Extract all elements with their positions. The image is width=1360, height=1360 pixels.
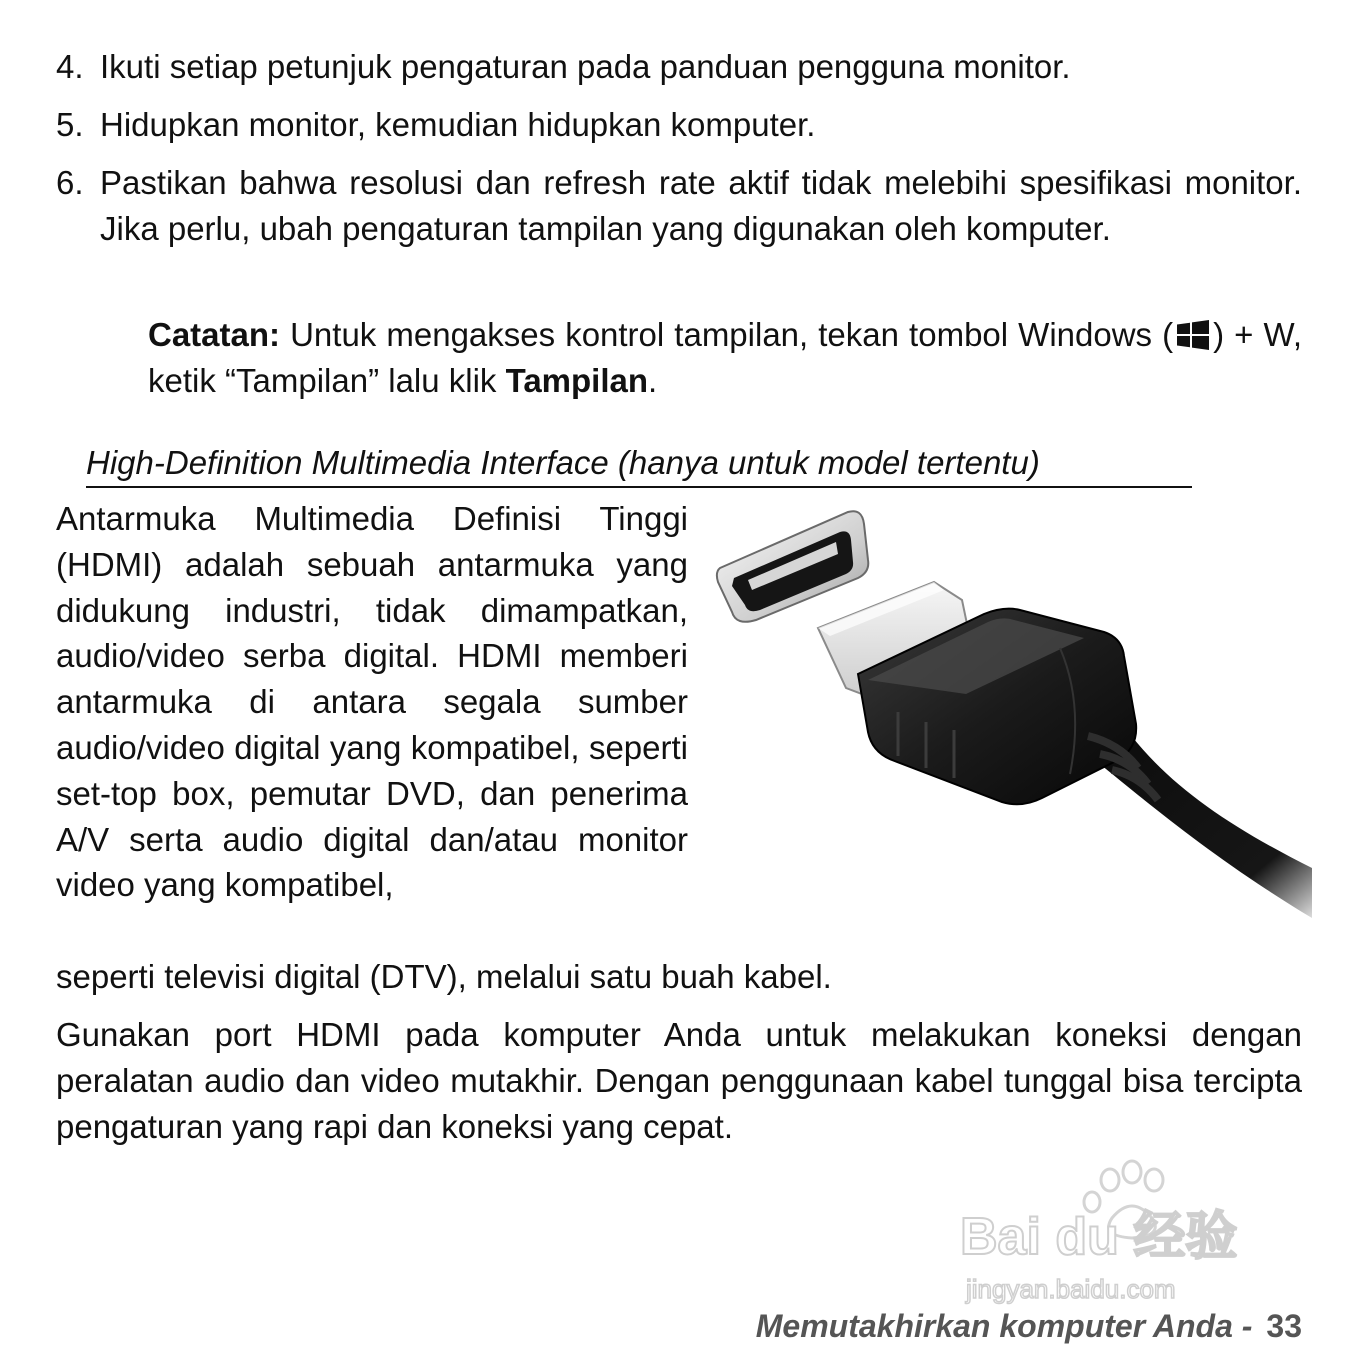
step-item	[56, 160, 1302, 252]
watermark-url: jingyan.baidu.com	[966, 1274, 1176, 1304]
note-end: .	[648, 362, 658, 399]
step-text: Hidupkan monitor, kemudian hidupkan komputer.	[100, 106, 816, 143]
note-block	[148, 312, 1302, 404]
windows-logo-icon	[1176, 320, 1210, 350]
hdmi-usage-paragraph: Gunakan port HDMI pada komputer Anda untuk melakukan koneksi dengan peralatan audio dan video mutakhir. Dengan penggunaan kabel tunggal bisa tercipta pengaturan yang rapi dan koneksi yang cepat.	[56, 1016, 1302, 1145]
hdmi-cable-illustration	[712, 498, 1312, 918]
step-number: 5.	[56, 106, 84, 143]
step-item	[56, 102, 1302, 148]
page-number: 33	[1266, 1308, 1302, 1344]
watermark-brand: Bai du 经验	[960, 1208, 1238, 1266]
hdmi-description: Antarmuka Multimedia Definisi Tinggi (HDMI) adalah sebuah antarmuka yang didukung industri, tidak dimampatkan, audio/video serba digital. HDMI memberi antarmuka di antara segala sumber audio/video digital yang kompatibel, seperti set-top box, pemutar DVD, dan penerima A/V serta audio digital dan/atau monitor video yang kompatibel,	[56, 500, 688, 904]
note-text-a: Untuk mengakses kontrol tampilan, tekan tombol Windows (	[280, 316, 1174, 353]
section-heading: High-Definition Multimedia Interface (hanya untuk model tertentu)	[86, 440, 1192, 488]
step-number: 4.	[56, 48, 84, 85]
baidu-watermark-logo	[960, 1158, 1280, 1308]
step-number: 6.	[56, 164, 84, 201]
page-footer	[756, 1306, 1302, 1346]
note-label: Catatan:	[148, 316, 281, 353]
note-bold-word: Tampilan	[505, 362, 649, 399]
step-text: Pastikan bahwa resolusi dan refresh rate aktif tidak melebihi spesifikasi monitor. Jika perlu, ubah pengaturan tampilan yang digunakan oleh komputer.	[100, 164, 1302, 247]
hdmi-description-end: seperti televisi digital (DTV), melalui satu buah kabel.	[56, 958, 832, 995]
step-text: Ikuti setiap petunjuk pengaturan pada panduan pengguna monitor.	[100, 48, 1071, 85]
step-item	[56, 44, 1302, 90]
instruction-steps	[56, 44, 1302, 264]
note-text-b: ) + W, ketik “Tampilan” lalu klik	[148, 316, 1302, 399]
footer-title: Memutakhirkan komputer Anda -	[755, 1308, 1253, 1344]
